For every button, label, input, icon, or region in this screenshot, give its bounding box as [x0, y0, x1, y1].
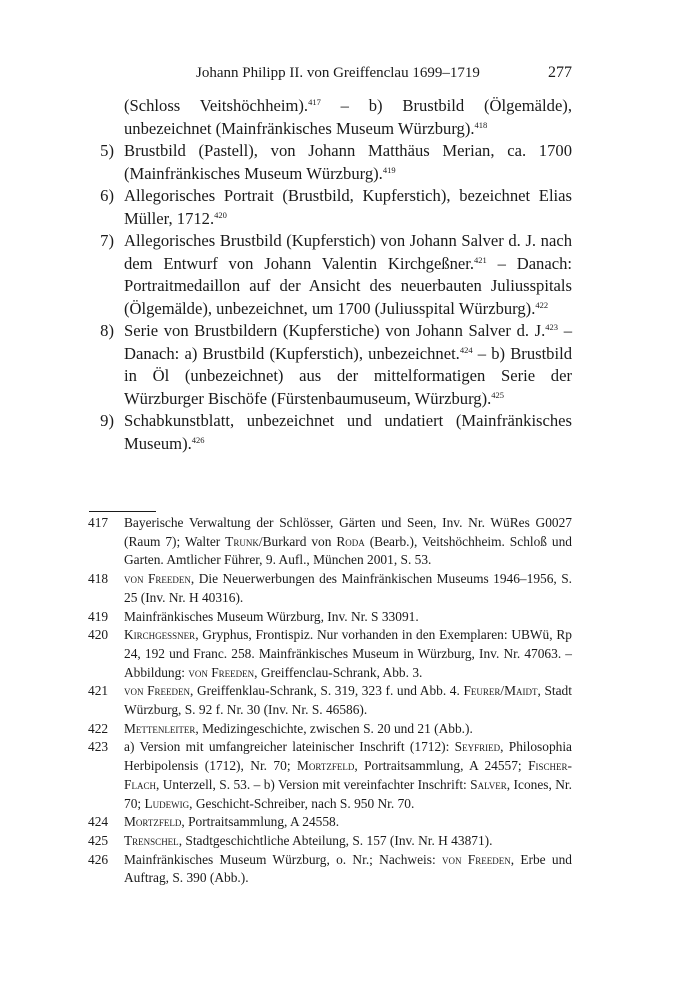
- main-text: [88, 95, 572, 455]
- footnote-text: , Erbe und Auftrag, S. 390 (Abb.).: [124, 851, 572, 886]
- entry-number: 8): [100, 321, 114, 340]
- entry-number: 5): [100, 141, 114, 160]
- footnote-ref: 418: [474, 119, 488, 130]
- entry-number: 9): [100, 411, 114, 430]
- footnote-ref: 421: [474, 254, 487, 265]
- author-name: Feurer/Maidt: [463, 683, 538, 699]
- footnote-text: , Die Neuerwerbungen des Mainfränkischen Museums 1946–1956, S. 25 (Inv. Nr. H 40316).: [124, 571, 573, 605]
- footnote-number: 425: [88, 832, 109, 848]
- footnote-text: , Gryphus, Frontispiz. Nur vorhanden in den Exemplaren: UBWü, Rp 24, 192 und Franc. 258. Mainfränkisches Museum in Würzburg, Inv. Nr. 47063. – Abbildung:: [124, 627, 572, 680]
- footnote-ref: 423: [545, 322, 559, 332]
- list-item: [88, 185, 572, 230]
- footnote: [88, 813, 572, 832]
- footnote-number: 420: [88, 627, 109, 643]
- footnote: [88, 832, 572, 851]
- footnote-ref: 417: [308, 97, 321, 107]
- author-name: Mettenleiter: [124, 720, 196, 736]
- entry-text: Allegorisches Brustbild (Kupferstich) von Johann Salver d. J. nach dem Entwurf von Johann Valentin Kirchgeßner.: [124, 231, 572, 273]
- author-name: von Freeden: [124, 571, 191, 587]
- entry-text: – Danach: Portraitmedaillon auf der Ansicht des neuerbauten Juliusspitals (Ölgemälde), unbezeichnet, um 1700 (Juliusspital Würzburg).: [124, 253, 572, 318]
- footnote-text: (Bearb.), Veitshöchheim. Schloß und Garten. Amtlicher Führer, 9. Aufl., München 2001, S. 53.: [124, 533, 572, 568]
- running-head: [124, 63, 572, 83]
- footnote: [88, 570, 572, 607]
- author-name: Roda: [336, 533, 365, 549]
- running-title: Johann Philipp II. von Greiffenclau 1699–1719: [196, 65, 480, 81]
- footnotes: [88, 514, 572, 888]
- footnote-text: , Geschicht-Schreiber, nach S. 950 Nr. 70.: [189, 795, 415, 811]
- author-name: Seyfried: [454, 739, 501, 755]
- footnote-ref: 420: [214, 209, 227, 220]
- entry-text: Serie von Brustbildern (Kupferstiche) von Johann Salver d. J.: [124, 321, 546, 340]
- footnote-text: , Portraitsammlung, A 24558.: [181, 814, 340, 830]
- footnote-text: , Portraitsammlung, A 24557;: [354, 758, 529, 774]
- author-name: von Freeden: [124, 683, 191, 699]
- footnote-number: 417: [88, 515, 109, 530]
- footnote-ref: 425: [491, 389, 505, 400]
- footnote-text: , Icones, Nr. 70;: [124, 776, 572, 811]
- footnote: [88, 738, 572, 813]
- footnote-ref: 426: [191, 434, 205, 445]
- author-name: Trenschel: [124, 832, 179, 848]
- footnote: [88, 514, 572, 570]
- footnote-ref: 422: [535, 299, 549, 310]
- footnote-number: 424: [88, 814, 109, 830]
- footnote-divider: [89, 511, 156, 512]
- footnote: [88, 626, 572, 682]
- footnote-number: 421: [88, 683, 109, 699]
- footnote-text: , Stadt Würzburg, S. 92 f. Nr. 30 (Inv. Nr. S. 46586).: [124, 683, 572, 718]
- footnote-text: a) Version mit umfangreicher lateinischer Inschrift (1712):: [124, 739, 455, 755]
- list-item: [88, 410, 572, 455]
- author-name: Mortzfeld: [296, 758, 355, 774]
- footnote-text: , Philosophia Herbipolensis (1712), Nr. 70;: [124, 739, 573, 774]
- footnote: [88, 682, 572, 719]
- author-name: von Freeden: [188, 664, 255, 680]
- footnote-text: , Greiffenclau-Schrank, Abb. 3.: [254, 664, 423, 680]
- footnote: [88, 608, 572, 627]
- footnote-text: , Stadtgeschichtliche Abteilung, S. 157 (Inv. Nr. H 43871).: [178, 832, 493, 848]
- entry-text: Brustbild (Pastell), von Johann Matthäus Merian, ca. 1700 (Mainfränkisches Museum Würzburg).: [124, 141, 572, 183]
- entry-text: – Danach: a) Brustbild (Kupferstich), unbezeichnet.: [124, 321, 572, 363]
- footnote-number: 419: [88, 608, 109, 624]
- entry-text: Allegorisches Portrait (Brustbild, Kupferstich), bezeichnet Elias Müller, 1712.: [124, 186, 572, 228]
- entry-text: – b) Brustbild in Öl (unbezeichnet) aus der mittelformatigen Serie der Würzburger Bischöfe (Fürstenbaumuseum, Würzburg).: [124, 343, 572, 408]
- list-item: [88, 140, 572, 185]
- footnote-number: 423: [88, 739, 109, 755]
- footnote-text: Mainfränkisches Museum Würzburg, o. Nr.; Nachweis:: [124, 851, 442, 867]
- footnote-text: , Medizingeschichte, zwischen S. 20 und 21 (Abb.).: [195, 720, 473, 736]
- footnote-number: 426: [88, 851, 109, 867]
- author-name: von Freeden: [441, 851, 511, 867]
- author-name: Kirchgessner: [124, 627, 196, 643]
- footnote-text: , Greiffenklau-Schrank, S. 319, 323 f. und Abb. 4.: [190, 683, 464, 699]
- footnote: [88, 851, 572, 888]
- entry-text: – b) Brustbild (Ölgemälde), unbezeichnet (Mainfränkisches Museum Würzburg).: [124, 96, 572, 138]
- entry-number: 6): [100, 186, 114, 205]
- footnote-text: Bayerische Verwaltung der Schlösser, Gärten und Seen, Inv. Nr. WüRes G0027 (Raum 7); Walter: [124, 515, 572, 549]
- page-number: 277: [548, 64, 572, 81]
- footnote-number: 422: [88, 720, 109, 736]
- author-name: Salver: [470, 776, 507, 792]
- footnote-text: Mainfränkisches Museum Würzburg, Inv. Nr. S 33091.: [124, 608, 419, 624]
- entry-text: (Schloss Veitshöchheim).: [124, 96, 309, 115]
- author-name: Mortzfeld: [124, 814, 182, 830]
- footnote-number: 418: [88, 571, 109, 587]
- footnote-ref: 424: [459, 344, 473, 355]
- entry-text: Schabkunstblatt, unbezeichnet und undatiert (Mainfränkisches Museum).: [124, 411, 572, 453]
- footnote-text: /Burkard von: [258, 533, 337, 549]
- list-item: [88, 230, 572, 320]
- author-name: Ludewig: [144, 795, 190, 811]
- list-item-continuation: [88, 95, 572, 140]
- author-name: Trunk: [225, 533, 259, 549]
- entry-number: 7): [100, 231, 114, 250]
- footnote: [88, 720, 572, 739]
- footnote-text: , Unterzell, S. 53. – b) Version mit vereinfachter Inschrift:: [155, 776, 471, 792]
- author-name: Fischer-Flach: [124, 758, 572, 792]
- footnote-ref: 419: [382, 164, 396, 175]
- list-item: [88, 320, 572, 410]
